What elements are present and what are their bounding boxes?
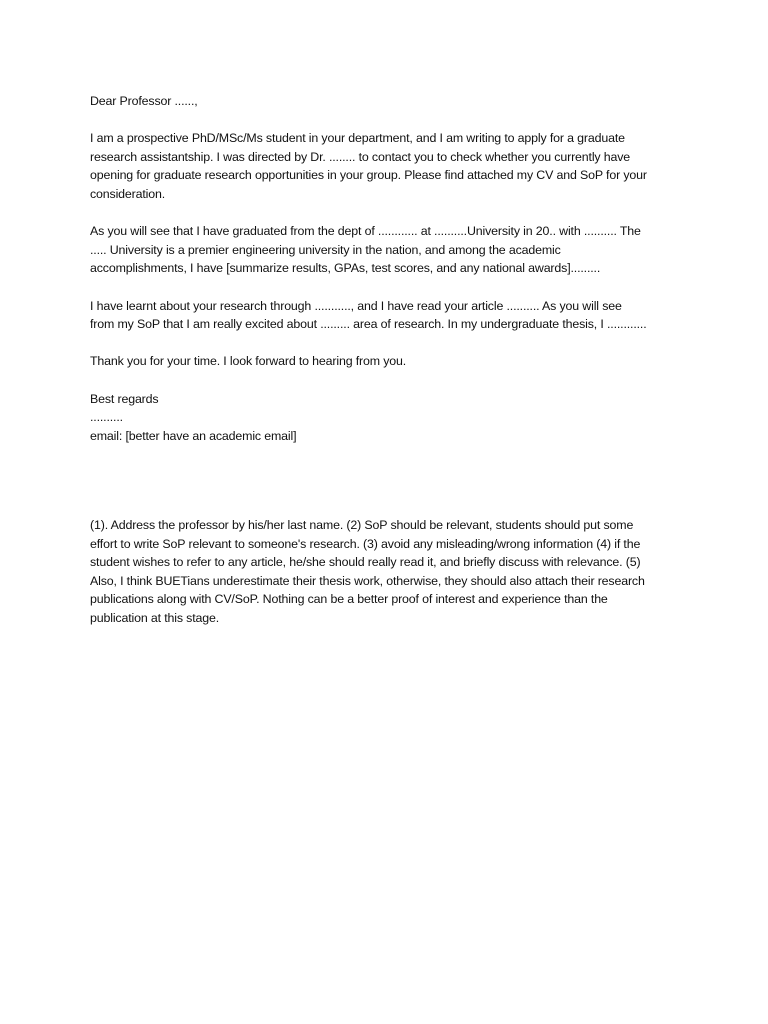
notes-line: publication at this stage. xyxy=(90,610,220,625)
paragraph-line: accomplishments, I have [summarize results, GPAs, test scores, and any national awards]......... xyxy=(90,261,601,276)
paragraph-line: research assistantship. I was directed by Dr. ........ to contact you to check whether you currently have xyxy=(90,149,631,164)
paragraph-thanks: Thank you for your time. I look forward to hearing from you. xyxy=(90,354,407,369)
tips-notes xyxy=(90,516,690,628)
paragraph-line: As you will see that I have graduated from the dept of ............ at ..........University in 20.. with .......... The xyxy=(90,224,641,239)
notes-line: (1). Address the professor by his/her last name. (2) SoP should be relevant, students should put some xyxy=(90,518,634,532)
paragraph-line: I have learnt about your research through ..........., and I have read your article .......... As you will see xyxy=(90,298,622,313)
name-placeholder: .......... xyxy=(90,410,123,425)
signature-block xyxy=(90,390,690,446)
paragraph-line: consideration. xyxy=(90,186,166,201)
paragraph-line: from my SoP that I am really excited about ......... area of research. In my undergraduate thesis, I ............ xyxy=(90,317,647,332)
letter-body xyxy=(90,92,690,445)
notes-line: student wishes to refer to any article, he/she should really read it, and briefly discuss with relevance. (5) xyxy=(90,555,641,570)
notes-line: Also, I think BUETians underestimate their thesis work, otherwise, they should also attach their research xyxy=(90,573,645,588)
notes-line: effort to write SoP relevant to someone's research. (3) avoid any misleading/wrong information (4) if the xyxy=(90,536,641,551)
paragraph-line: ..... University is a premier engineering university in the nation, and among the academic xyxy=(90,242,561,257)
paragraph-introduction xyxy=(90,129,690,203)
paragraph-line: I am a prospective PhD/MSc/Ms student in your department, and I am writing to apply for a graduate xyxy=(90,131,625,146)
paragraph-research-interest xyxy=(90,297,690,334)
notes-line: publications along with CV/SoP. Nothing can be a better proof of interest and experience than the xyxy=(90,592,608,607)
paragraph-line: opening for graduate research opportunities in your group. Please find attached my CV and SoP for your xyxy=(90,168,647,183)
email-line: email: [better have an academic email] xyxy=(90,428,297,443)
salutation: Dear Professor ......, xyxy=(90,94,198,108)
closing: Best regards xyxy=(90,391,159,406)
paragraph-background xyxy=(90,222,690,278)
